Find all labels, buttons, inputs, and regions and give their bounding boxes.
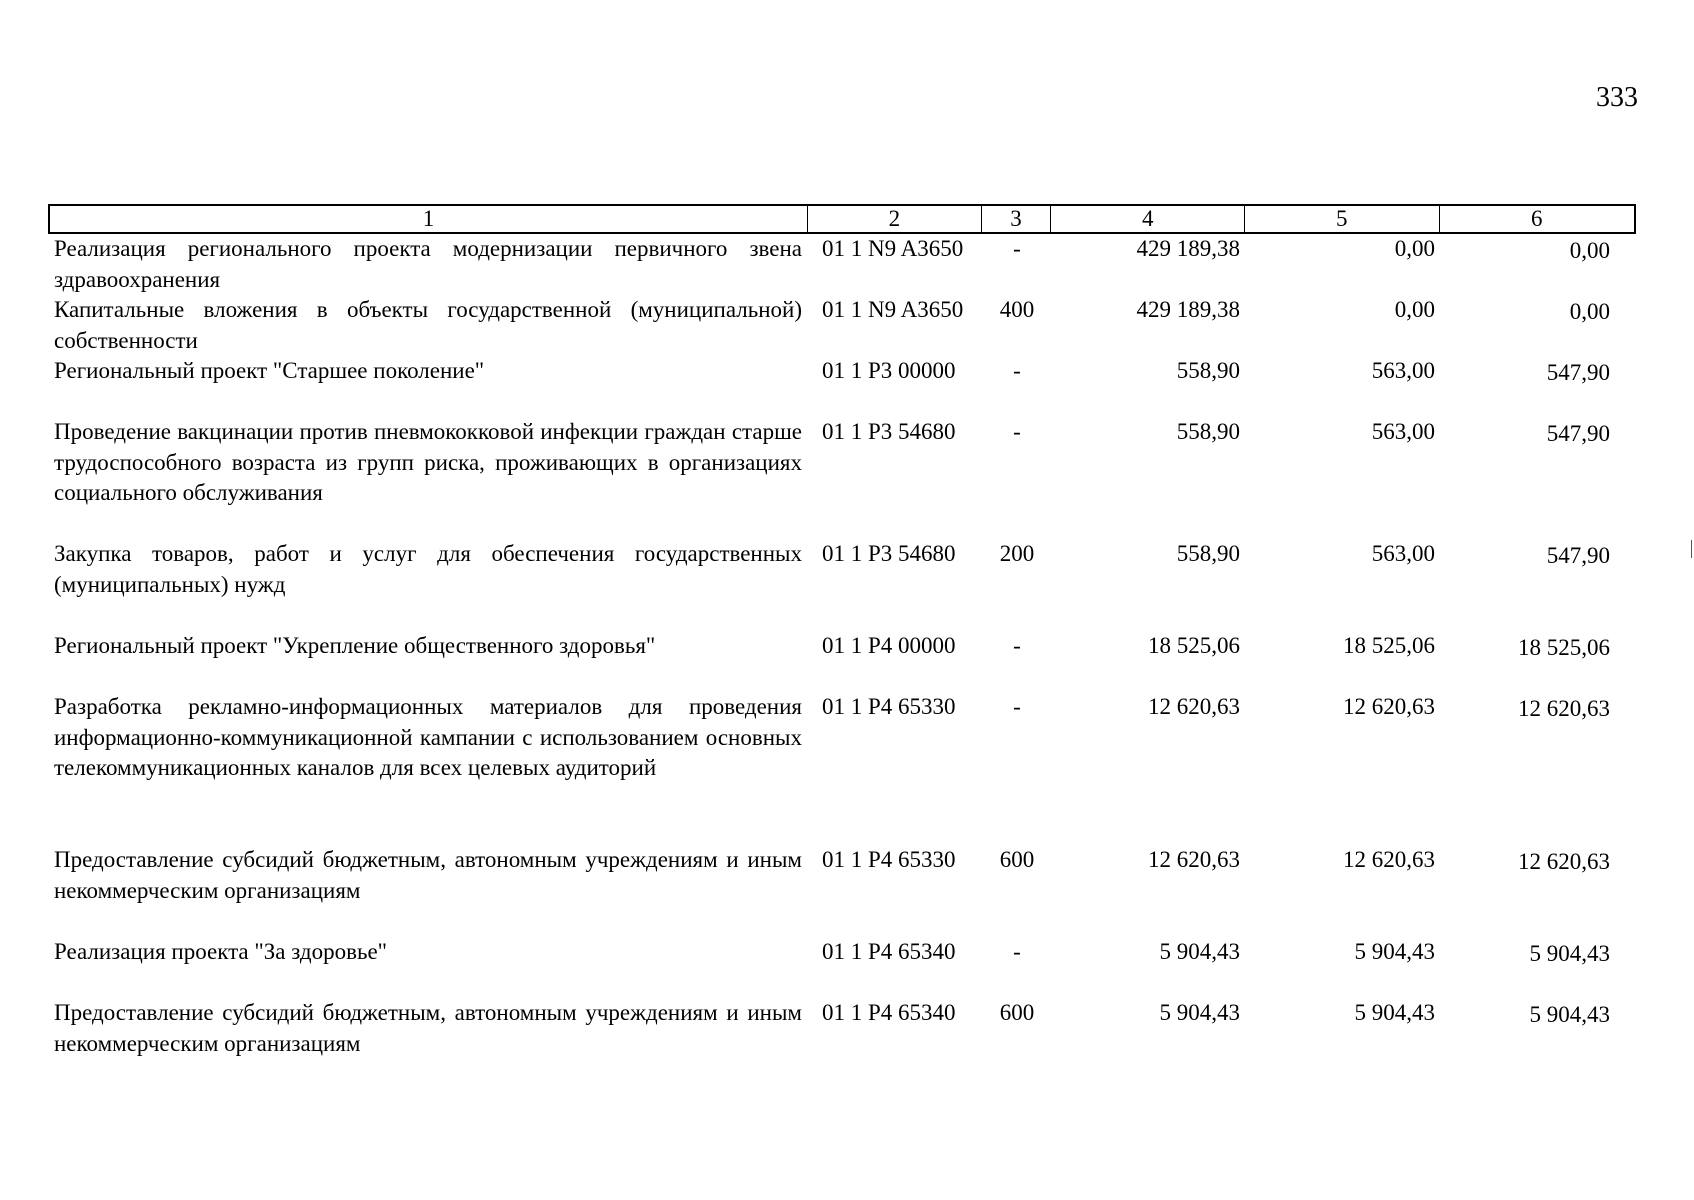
row-type: - [1013,358,1021,383]
row-name: Региональный проект "Укрепление общественного здоровья" [54,633,656,658]
row-type: 600 [999,1000,1035,1025]
row-name: Закупка товаров, работ и услуг для обеспечения государственных (муниципальных) нужд [54,541,802,597]
row-value-5: 5 904,43 [1354,939,1435,964]
row-code: 01 1 P3 00000 [822,358,956,383]
row-value-4: 558,90 [1176,419,1240,444]
row-type: 400 [999,297,1035,322]
row-value-4: 558,90 [1176,541,1240,566]
table-header-row [48,204,1636,234]
row-type: 600 [999,847,1035,872]
row-value-6: 0,00 [1569,238,1610,263]
row-name: Региональный проект "Старшее поколение" [54,358,485,383]
row-name: Капитальные вложения в объекты государственной (муниципальной) собственности [54,297,802,353]
row-type: - [1013,236,1021,261]
row-value-6: 547,90 [1546,421,1610,446]
row-value-4: 5 904,43 [1159,1000,1240,1025]
row-value-4: 5 904,43 [1159,939,1240,964]
table-row [48,692,1636,845]
row-value-6: 12 620,63 [1518,696,1610,721]
table-row [48,937,1636,998]
row-type: - [1013,633,1021,658]
header-cell-6: 6 [1531,206,1543,231]
row-value-4: 429 189,38 [1136,236,1240,261]
row-value-6: 5 904,43 [1529,941,1610,966]
row-code: 01 1 N9 A3650 [822,236,964,261]
table-row [48,356,1636,417]
row-type: - [1013,419,1021,444]
row-value-4: 429 189,38 [1136,297,1240,322]
row-value-5: 563,00 [1371,541,1435,566]
header-cell-4: 4 [1051,206,1245,232]
row-value-4: 18 525,06 [1148,633,1240,658]
row-value-4: 12 620,63 [1148,847,1240,872]
row-value-4: 558,90 [1176,358,1240,383]
row-value-4: 12 620,63 [1148,694,1240,719]
row-value-5: 563,00 [1371,419,1435,444]
row-name: Реализация регионального проекта модернизации первичного звена здравоохранения [54,236,802,292]
header-cell-5: 5 [1245,206,1440,232]
row-name: Проведение вакцинации против пневмококковой инфекции граждан старше трудоспособного возраста из групп риска, проживающих в организациях социального обслуживания [54,419,802,505]
row-type: - [1013,694,1021,719]
row-value-5: 563,00 [1371,358,1435,383]
row-code: 01 1 P4 00000 [822,633,956,658]
scan-edge-mark [1691,540,1692,558]
row-name: Разработка рекламно-информационных материалов для проведения информационно-коммуникационной кампании с использованием основных телекоммуникационных каналов для всех целевых аудиторий [54,694,802,780]
row-value-5: 18 525,06 [1343,633,1435,658]
header-cell-1: 1 [50,206,808,232]
table-row [48,845,1636,937]
row-value-6: 0,00 [1569,299,1610,324]
row-value-6: 12 620,63 [1518,849,1610,874]
row-code: 01 1 P4 65330 [822,847,956,872]
row-value-5: 0,00 [1394,236,1435,261]
budget-table [48,204,1636,1059]
row-type: 200 [999,541,1035,566]
row-name: Реализация проекта "За здоровье" [54,939,388,964]
row-code: 01 1 P3 54680 [822,541,956,566]
row-name: Предоставление субсидий бюджетным, автономным учреждениям и иным некоммерческим организациям [54,847,802,903]
table-body [48,234,1636,1059]
row-code: 01 1 N9 A3650 [822,297,964,322]
header-cell-3: 3 [982,206,1052,232]
table-row [48,295,1636,356]
page-number: 333 [1596,82,1638,113]
row-value-6: 18 525,06 [1518,635,1610,660]
row-value-6: 5 904,43 [1529,1002,1610,1027]
row-type: - [1013,939,1021,964]
row-value-6: 547,90 [1546,360,1610,385]
row-value-5: 0,00 [1394,297,1435,322]
table-row [48,631,1636,692]
row-value-6: 547,90 [1546,543,1610,568]
row-name: Предоставление субсидий бюджетным, автономным учреждениям и иным некоммерческим организациям [54,1000,802,1056]
row-value-5: 12 620,63 [1343,847,1435,872]
row-value-5: 5 904,43 [1354,1000,1435,1025]
row-code: 01 1 P3 54680 [822,419,956,444]
row-value-5: 12 620,63 [1343,694,1435,719]
table-row [48,234,1636,295]
row-code: 01 1 P4 65340 [822,939,956,964]
row-code: 01 1 P4 65330 [822,694,956,719]
table-row [48,998,1636,1059]
table-row [48,539,1636,631]
row-code: 01 1 P4 65340 [822,1000,956,1025]
table-row [48,417,1636,539]
header-cell-2: 2 [808,206,982,232]
